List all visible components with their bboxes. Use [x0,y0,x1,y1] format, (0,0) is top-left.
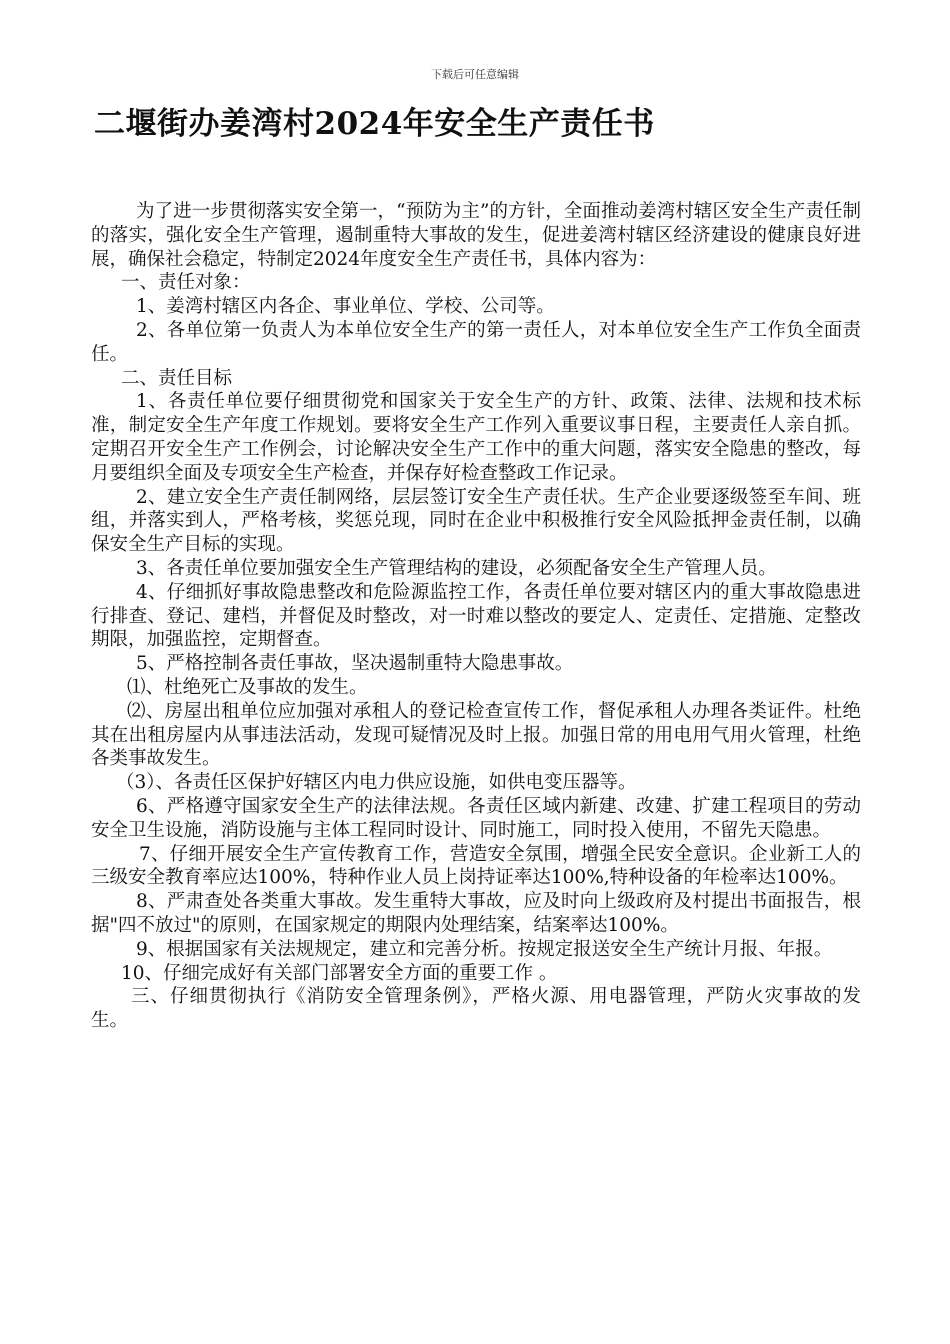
goal-item-1: 1、各责任单位要仔细贯彻党和国家关于安全生产的方针、政策、法律、法规和技术标准，制定安全生产年度工作规划。要将安全生产工作列入重要议事日程，主要责任人亲自抓。定期召开安全生产工作例会，讨论解决安全生产工作中的重大问题，落实安全隐患的整改，每月要组织全面及专项安全生产检查，并保存好检查整政工作记录。 [91,391,861,484]
target-item-1: 1、姜湾村辖区内各企、事业单位、学校、公司等。 [136,296,555,318]
header-note: 下载后可任意编辑 [431,68,519,81]
intro-paragraph: 为了进一步贯彻落实安全第一，“预防为主”的方针，全面推动姜湾村辖区安全生产责任制的落实，强化安全生产管理，遏制重特大事故的发生，促进姜湾村辖区经济建设的健康良好进展，确保社会稳定，特制定2024年度安全生产责任书，具体内容为： [91,201,861,270]
goal-item-8: 8、严肃查处各类重大事故。发生重特大事故，应及时向上级政府及村提出书面报告，根据"四不放过"的原则，在国家规定的期限内处理结案，结案率达100%。 [91,891,861,936]
goal-item-4: 4、仔细抓好事故隐患整改和危险源监控工作，各责任单位要对辖区内的重大事故隐患进行排查、登记、建档，并督促及时整改，对一时难以整改的要定人、定责任、定措施、定整改期限，加强监控，定期督查。 [91,581,861,651]
goal-item-7: 7、仔细开展安全生产宣传教育工作，营造安全氛围，增强全民安全意识。企业新工人的三级安全教育率应达100%，特种作业人员上岗持证率达100%,特种设备的年检率达100%。 [91,843,861,889]
section-heading-responsibility-targets: 一、责任对象： [121,272,251,294]
target-item-2: 2、各单位第一负责人为本单位安全生产的第一责任人，对本单位安全生产工作负全面责任。 [91,319,861,365]
goal-subitem-2: ⑵、房屋出租单位应加强对承租人的登记检查宣传工作，督促承租人办理各类证件。杜绝其在出租房屋内从事违法活动，发现可疑情况及时上报。加强日常的用电用气用火管理，杜绝各类事故发生。 [91,700,861,770]
section-heading-fire-safety: 三、仔细贯彻执行《消防安全管理条例》，严格火源、用电器管理，严防火灾事故的发生。 [91,986,861,1032]
goal-subitem-3: （3）、各责任区保护好辖区内电力供应设施，如供电变压器等。 [116,772,637,794]
section-heading-responsibility-goals: 二、责任目标 [121,367,233,389]
goal-item-5: 5、严格控制各责任事故，坚决遏制重特大隐患事故。 [136,653,574,675]
goal-item-2: 2、建立安全生产责任制网络，层层签订安全生产责任状。生产企业要逐级签至车间、班组，并落实到人，严格考核，奖惩兑现，同时在企业中积极推行安全风险抵押金责任制，以确保安全生产目标的实现。 [91,486,861,556]
goal-item-3: 3、各责任单位要加强安全生产管理结构的建设，必须配备安全生产管理人员。 [136,557,777,579]
document-body [91,200,861,1033]
goal-subitem-1: ⑴、杜绝死亡及事故的发生。 [127,676,368,698]
goal-item-10: 10、仔细完成好有关部门部署安全方面的重要工作 。 [121,962,558,984]
goal-item-9: 9、根据国家有关法规规定，建立和完善分析。按规定报送安全生产统计月报、年报。 [136,938,833,960]
document-title: 二堰街办姜湾村2024年安全生产责任书 [94,106,655,142]
goal-item-6: 6、严格遵守国家安全生产的法律法规。各责任区域内新建、改建、扩建工程项目的劳动安全卫生设施，消防设施与主体工程同时设计、同时施工，同时投入使用，不留先天隐患。 [91,795,861,841]
